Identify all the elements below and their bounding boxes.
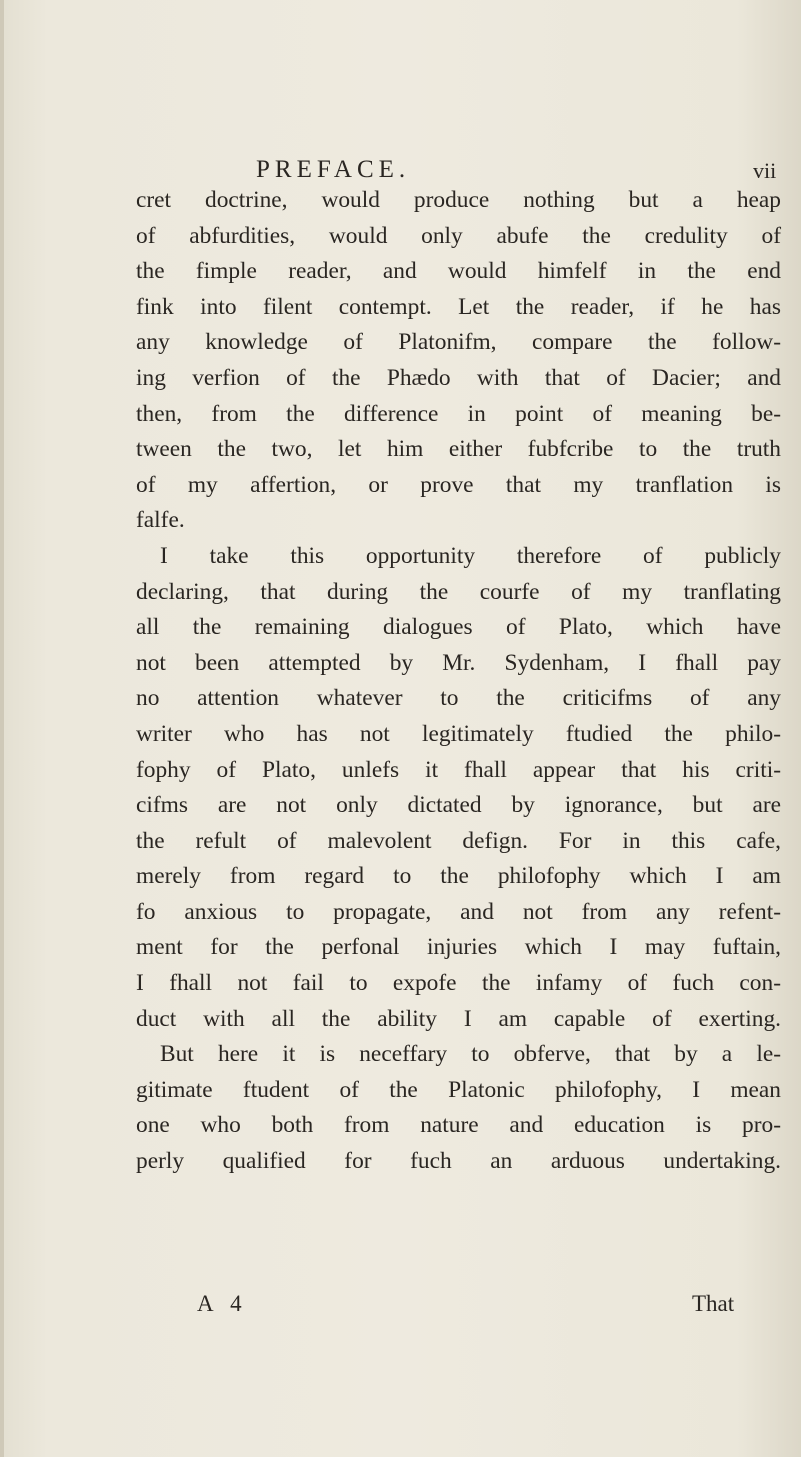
text-line: cifms are not only dictated by ignorance, but are xyxy=(136,792,781,819)
text-line: the fimple reader, and would himfelf in the end xyxy=(136,258,781,285)
text-line: not been attempted by Mr. Sydenham, I fhall pay xyxy=(136,649,781,676)
text-line: all the remaining dialogues of Plato, which have xyxy=(136,614,781,641)
body-text xyxy=(136,183,781,1180)
text-line: tween the two, let him either fubfcribe to the truth xyxy=(136,436,781,463)
text-line: fo anxious to propagate, and not from any refent- xyxy=(136,898,781,925)
text-line: ing verfion of the Phædo with that of Dacier; and xyxy=(136,364,781,391)
text-line: But here it is neceffary to obferve, that by a le- xyxy=(160,1041,781,1068)
text-line: duct with all the ability I am capable of exerting. xyxy=(136,1005,781,1032)
page-title: PREFACE. xyxy=(256,156,411,183)
text-line: ment for the perfonal injuries which I may fuftain, xyxy=(136,934,781,961)
text-line: declaring, that during the courfe of my tranflating xyxy=(136,578,781,605)
text-line: cret doctrine, would produce nothing but a heap xyxy=(136,187,781,213)
text-line: I fhall not fail to expofe the infamy of fuch con- xyxy=(136,970,781,997)
text-line: of my affertion, or prove that my tranflation is xyxy=(136,471,781,498)
text-line: fophy of Plato, unlefs it fhall appear that his criti- xyxy=(136,756,781,783)
text-line: falfe. xyxy=(136,507,185,534)
text-line: of abfurdities, would only abufe the credulity of xyxy=(136,222,781,249)
text-line: gitimate ftudent of the Platonic philofophy, I mean xyxy=(136,1076,781,1103)
text-line: no attention whatever to the criticifms of any xyxy=(136,685,781,712)
page-footer xyxy=(0,1287,801,1323)
text-line: perly qualified for fuch an arduous undertaking. xyxy=(136,1148,781,1175)
text-line: the refult of malevolent defign. For in this cafe, xyxy=(136,827,781,854)
page-number: vii xyxy=(753,158,777,183)
text-line: then, from the difference in point of meaning be- xyxy=(136,400,781,427)
text-line: I take this opportunity therefore of publicly xyxy=(160,542,781,569)
signature-mark: A 4 xyxy=(197,1291,248,1316)
page-edge-shadow xyxy=(0,0,4,1457)
text-line: one who both from nature and education is pro- xyxy=(136,1112,781,1139)
catchword: That xyxy=(692,1291,735,1316)
text-line: merely from regard to the philofophy which I am xyxy=(136,863,781,890)
text-line: fink into filent contempt. Let the reader, if he has xyxy=(136,293,781,320)
text-line: writer who has not legitimately ftudied the philo- xyxy=(136,720,781,747)
text-line: any knowledge of Platonifm, compare the follow- xyxy=(136,329,781,356)
